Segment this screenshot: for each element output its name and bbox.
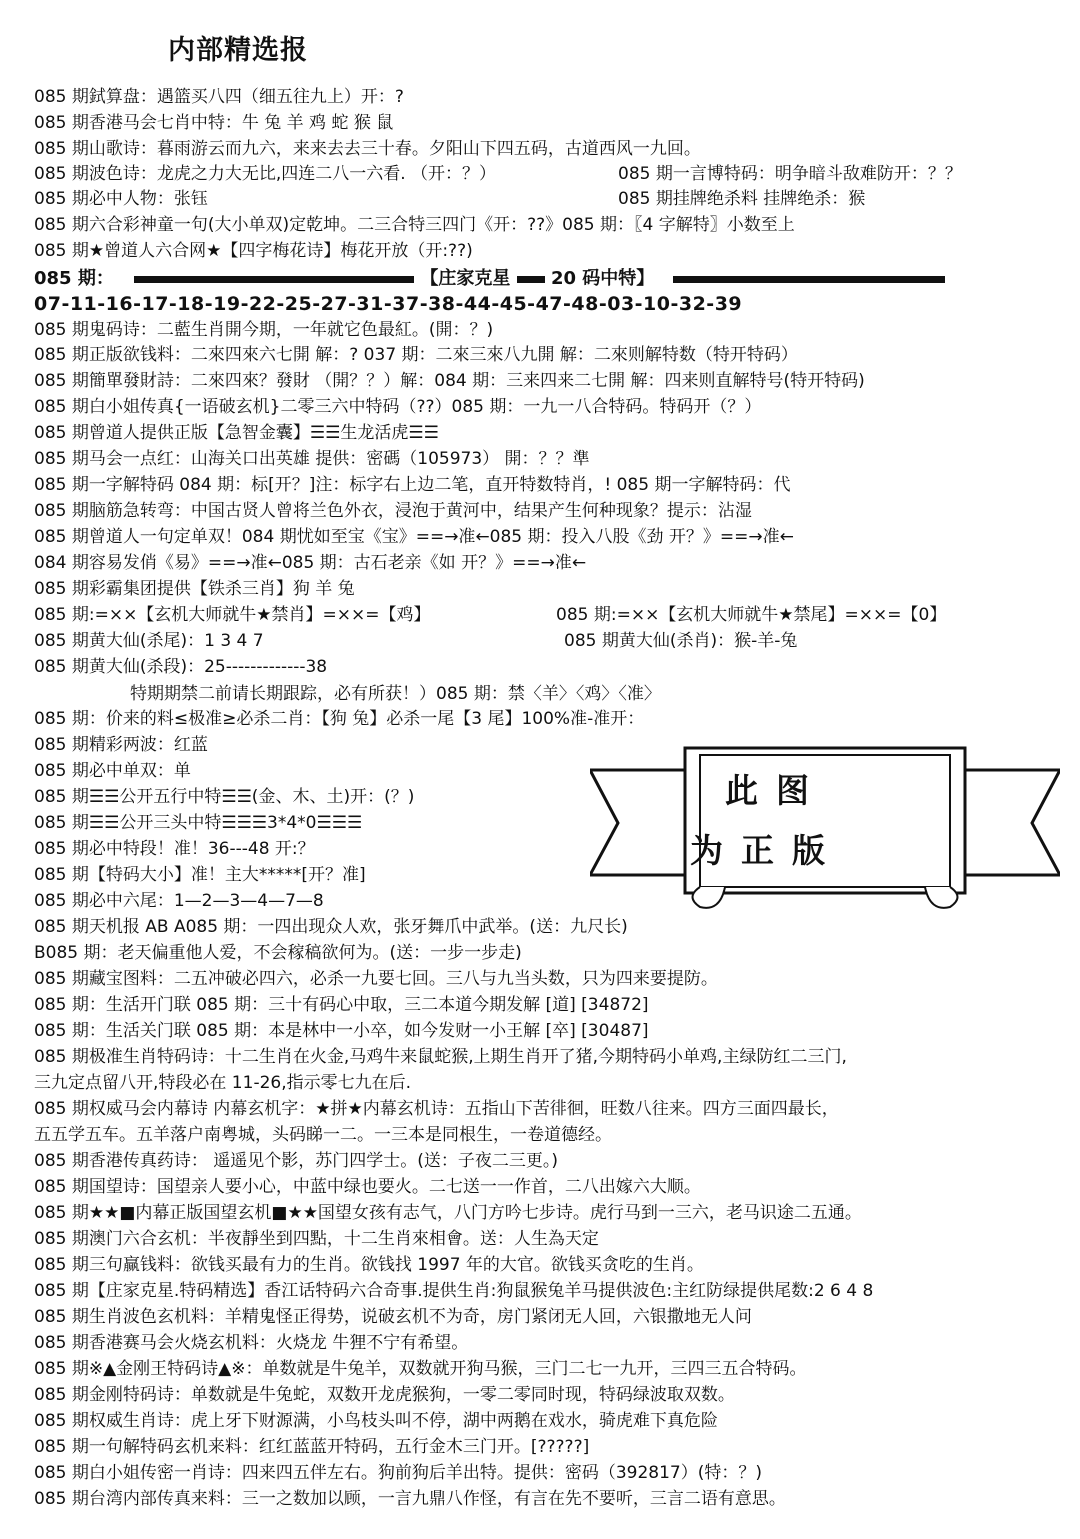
decorative-bar [517,276,545,283]
text-line: 085 期曾道人一句定单双！084 期忧如至宝《宝》==→准←085 期：投入八股《劲 开？》==→准← [34,527,794,547]
text-line: 085 期必中人物：张钰 [34,189,208,209]
numbers-row: 07-11-16-17-18-19-22-25-27-31-37-38-44-45-47-48-03-10-32-39 [34,293,743,315]
text-line: 085 期一字解特码 084 期：标[开？]注：标字右上边二笔，直开特数特肖，! 085 期一字解特码：代 [34,475,791,495]
text-line: 085 期山歌诗：暮雨游云而九六，来来去去三十春。夕阳山下四五码，古道西风一九回。 [34,139,701,159]
text-line: 084 期容易发俏《易》==→准←085 期：古石老亲《如 开？》==→准← [34,553,587,573]
text-line: 三九定点留八开,特段必在 11-26,指示零七九在后. [34,1073,412,1093]
text-line: 085 期国望诗：国望亲人要小心，中蓝中绿也要火。二七送一一作首，二八出嫁六大顺。 [34,1177,701,1197]
scroll-text-2: 为正版 [690,831,843,870]
text-line: 085 期黄大仙(杀段)：25-------------38 [34,657,328,677]
text-line: 085 期:=××【玄机大师就牛★禁肖】=××=【鸡】 [34,605,431,625]
text-line: 085 期：生活关门联 085 期：本是林中一小卒，如今发财一小王解 [卒] [30487] [34,1021,649,1041]
text-line: 085 期必中特段！准！36---48 开:？ [34,839,315,859]
text-line-right: 085 期黄大仙(杀肖)：猴-羊-兔 [564,631,798,651]
text-line: 085 期【特码大小】准！主大*****[开？准] [34,865,366,885]
text-line: 085 期黄大仙(杀尾)：1 3 4 7 [34,631,264,651]
text-line: 085 期必中六尾：1—2—3—4—7—8 [34,891,324,911]
banner-text-mid: 20 码中特】 [550,268,655,289]
text-line: 085 期☰☰公开三头中特☰☰☰3*4*0☰☰☰ [34,813,363,833]
text-line: 085 期马会一点红：山海关口出英雄 提供：密碼（105973） 開：？？準 [34,449,590,469]
text-line: 085 期三句赢钱料：欲钱买最有力的生肖。欲钱找 1997 年的大官。欲钱买贪吃的生肖。 [34,1255,704,1275]
text-line: 085 期六合彩神童一句(大小单双)定乾坤。二三合特三四门《开：??》085 期：〖4 字解特〗小数至上 [34,215,795,235]
scroll-banner [590,745,1060,920]
text-line: 085 期★曾道人六合网★【四字梅花诗】梅花开放（开:??) [34,241,473,261]
text-line: 085 期一句解特码玄机来料：红红蓝蓝开特码，五行金木三门开。[?????] [34,1437,590,1457]
page-title: 内部精选报 [168,35,308,66]
text-line: 085 期曾道人提供正版【急智金囊】☰☰生龙活虎☰☰ [34,423,439,443]
text-line: 085 期权威马会内幕诗 内幕玄机字：★拼★内幕玄机诗：五指山下苦徘徊，旺数八往来。四方三面四最长， [34,1099,839,1119]
text-line: 085 期藏宝图料：二五冲破必四六，必杀一九要七回。三八与九当头数，只为四来要提防。 [34,969,718,989]
text-line: 085 期必中单双：单 [34,761,191,781]
text-line: 085 期台湾内部传真来料：三一之数加以顾，一言九鼎八作怪，有言在先不要听，三言二语有意思。 [34,1489,786,1509]
text-line: B085 期：老天偏重他人爱，不会稼稿欲何为。(送：一步一步走) [34,943,522,963]
text-line: 085 期☰☰公开五行中特☰☰(金、木、土)开：(？) [34,787,415,807]
banner-text: 【庄家克星 [420,268,511,289]
text-line: 085 期白小姐传密一肖诗：四来四五伴左右。狗前狗后羊出特。提供：密码（392817）(特：？) [34,1463,763,1483]
text-line: 085 期香港赛马会火烧玄机料：火烧龙 牛狸不宁有希望。 [34,1333,469,1353]
text-line: 085 期澳门六合玄机：半夜靜坐到四點，十二生肖來相會。送：人生為天定 [34,1229,599,1249]
text-line: 085 期波色诗：龙虎之力大无比,四连二八一六看. （开：？） [34,164,497,184]
text-line: 085 期：价来的料≤极准≥必杀二肖：【狗 兔】必杀一尾【3 尾】100%准-准开： [34,709,645,729]
decorative-bar [134,276,414,283]
text-line: 085 期脑筋急转弯：中国古贤人曾将兰色外衣，浸泡于黄河中，结果产生何种现象？提示：沾湿 [34,501,752,521]
banner-line [34,266,945,292]
text-line: 085 期簡單發財詩：二來四來？發財 （開？？）解：084 期：三来四来二七開 解：四来则直解特号(特开特码) [34,371,865,391]
text-line: 085 期※▲金刚王特码诗▲※：单数就是牛兔羊，双数就开狗马猴，三门二七一九开，三四三五合特码。 [34,1359,807,1379]
text-line: 085 期金刚特码诗：单数就是牛兔蛇，双数开龙虎猴狗，一零二零同时现，特码绿波取双数。 [34,1385,735,1405]
special-line: 特期期禁二前请长期跟踪，必有所获！）085 期：禁〈羊〉〈鸡〉〈准〉 [130,684,661,704]
text-line: 085 期香港传真药诗： 遥遥见个影，苏门四学士。(送：子夜二三更。) [34,1151,559,1171]
banner-prefix: 085 期： [34,268,114,289]
text-line: 五五学五车。五羊落户南粤城，头码睇一二。一三本是同根生，一卷道德经。 [34,1125,612,1145]
text-line: 085 期彩霸集团提供【铁杀三肖】狗 羊 兔 [34,579,355,599]
text-line: 085 期★★■内幕正版国望玄机■★★国望女孩有志气，八门方吟七步诗。虎行马到一三六，老马识途二五通。 [34,1203,862,1223]
text-line: 085 期天机报 AB A085 期：一四出现众人欢，张牙舞爪中武举。(送：九尺长) [34,917,628,937]
scroll-text-1: 此图 [725,771,827,810]
text-line: 085 期白小姐传真{一语破玄机}二零三六中特码（??）085 期：一九一八合特码。特码开（？） [34,397,762,417]
text-line-right: 085 期:=××【玄机大师就牛★禁尾】=××=【0】 [556,605,947,625]
decorative-bar [673,276,945,283]
text-line-right: 085 期挂牌绝杀料 挂牌绝杀：猴 [618,189,866,209]
text-line: 085 期精彩两波：红蓝 [34,735,208,755]
text-line: 085 期极准生肖特码诗：十二生肖在火金,马鸡牛来鼠蛇猴,上期生肖开了猪,今期特码小单鸡,主绿防红二三门, [34,1047,847,1067]
text-line: 085 期香港马会七肖中特：牛 兔 羊 鸡 蛇 猴 鼠 [34,113,394,133]
text-line: 085 期鉽算盘：遇篮买八四（细五往九上）开：? [34,87,404,107]
text-line: 085 期生肖波色玄机料：羊精鬼怪正得势，说破玄机不为奇，房门紧闭无人回，六银撒地无人问 [34,1307,752,1327]
text-line: 085 期鬼码诗：二藍生肖開今期，一年就它色最紅。(開：？) [34,320,494,340]
text-line-right: 085 期一言博特码：明争暗斗敌难防开：？？ [618,164,962,184]
text-line: 085 期权威生肖诗：虎上牙下财源满，小鸟枝头叫不停，湖中两鹅在戏水，骑虎难下真危险 [34,1411,718,1431]
text-line: 085 期正版欲钱料：二來四來六七開 解：? 037 期：二來三來八九開 解：二來则解特数（特开特码） [34,345,798,365]
text-line: 085 期：生活开门联 085 期：三十有码心中取，三二本道今期发解 [道] [34872] [34,995,649,1015]
text-line: 085 期【庄家克星.特码精选】香江话特码六合奇事.提供生肖:狗鼠猴兔羊马提供波色:主红防绿提供尾数:2 6 4 8 [34,1281,874,1301]
